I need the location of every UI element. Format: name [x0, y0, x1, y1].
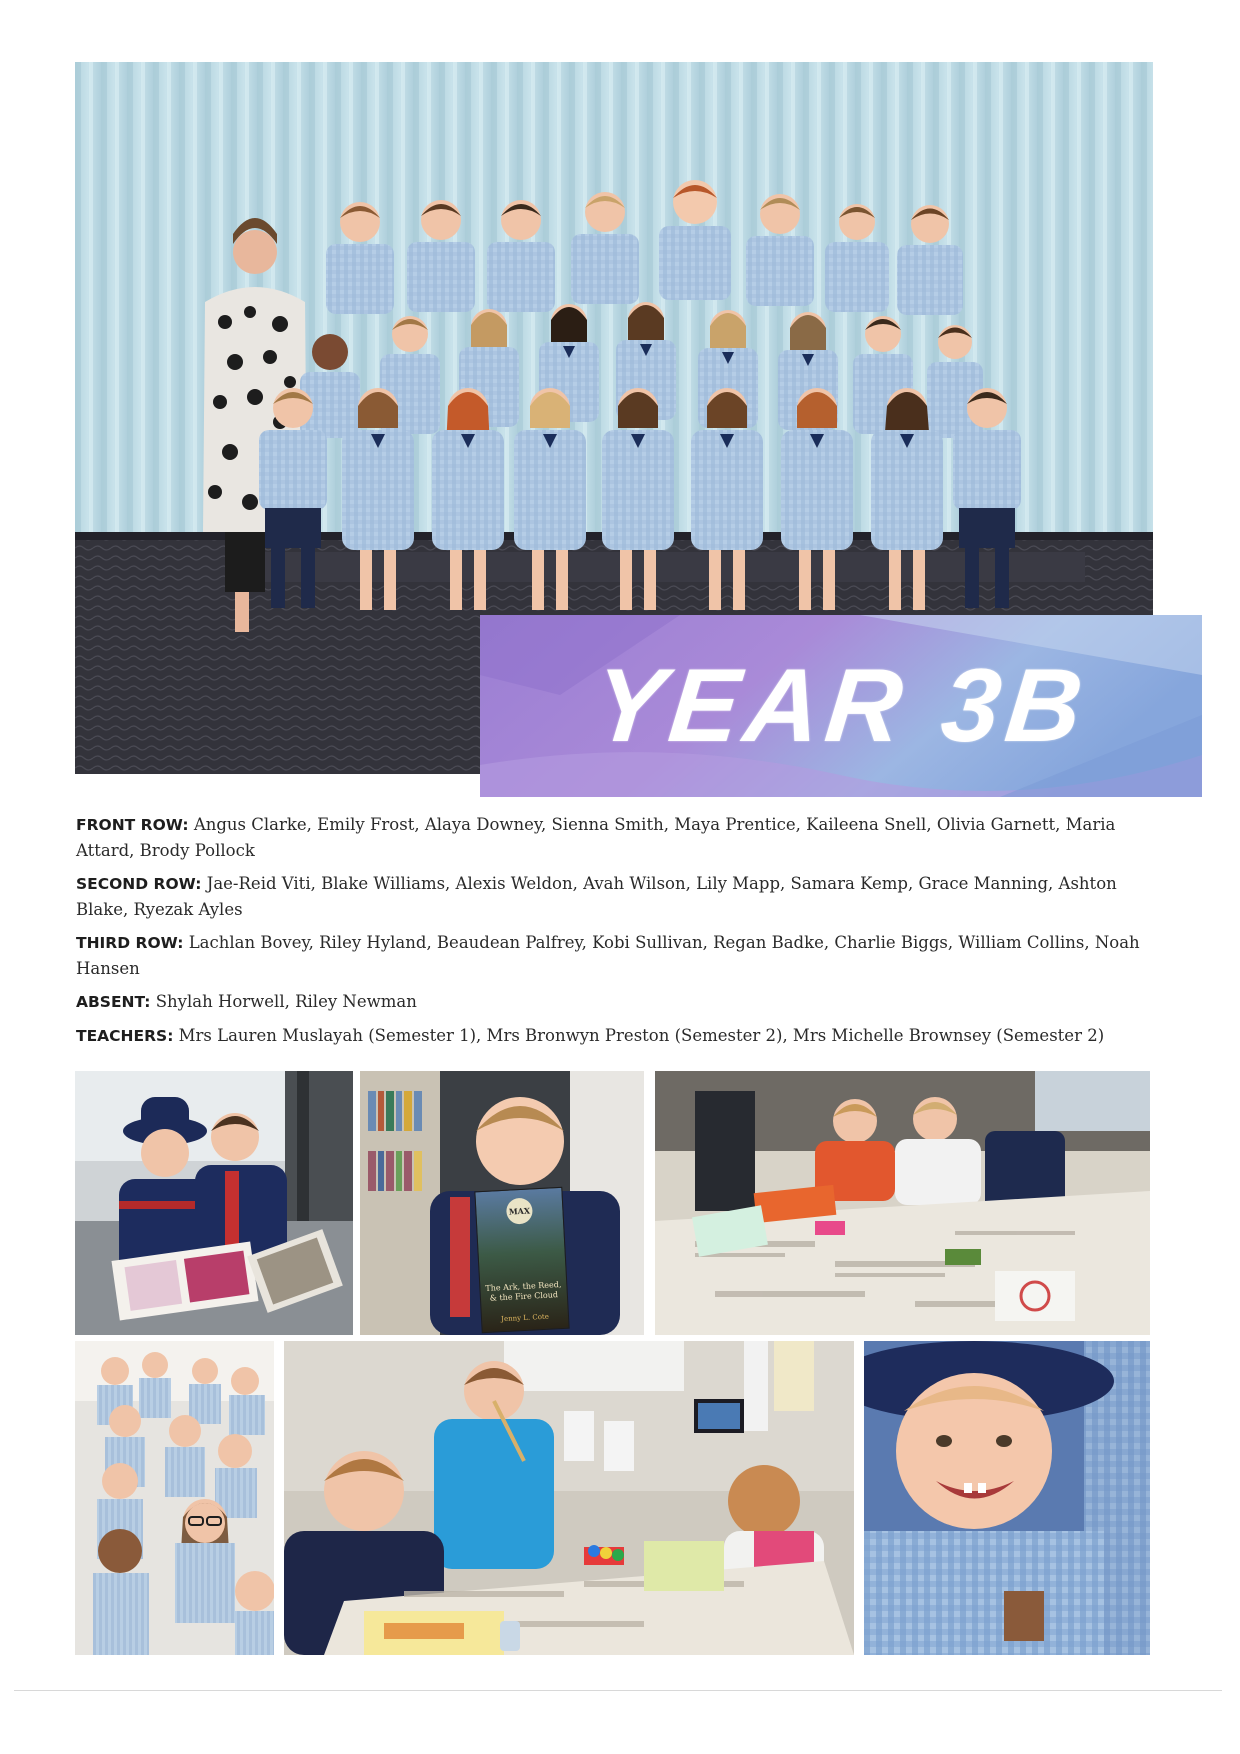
caption-label: FRONT ROW:	[76, 816, 189, 834]
photo-boy-with-book	[360, 1071, 644, 1335]
caption-label: THIRD ROW:	[76, 934, 184, 952]
caption-label: ABSENT:	[76, 993, 151, 1011]
teachers-caption	[76, 1023, 1156, 1049]
book-badge: MAX	[506, 1197, 533, 1224]
class-list	[76, 812, 1156, 1057]
photo-students-line	[75, 1341, 274, 1655]
absent-caption	[76, 989, 1156, 1015]
book-cover	[474, 1187, 569, 1333]
caption-label: SECOND ROW:	[76, 875, 202, 893]
footer-divider	[14, 1690, 1222, 1691]
caption-names: Shylah Horwell, Riley Newman	[155, 992, 417, 1011]
third-row-caption	[76, 930, 1156, 981]
caption-names: Angus Clarke, Emily Frost, Alaya Downey, Sienna Smith, Maya Prentice, Kaileena Snell, Olivia Garnett, Maria Attard, Brody Pollock	[76, 815, 1116, 860]
caption-names: Mrs Lauren Muslayah (Semester 1), Mrs Bronwyn Preston (Semester 2), Mrs Michelle Brownsey (Semester 2)	[178, 1026, 1105, 1045]
book-title: The Ark, the Reed, & the Fire Cloud	[485, 1279, 562, 1303]
second-row-caption	[76, 871, 1156, 922]
front-row-caption	[76, 812, 1156, 863]
year-banner	[480, 615, 1202, 797]
book-author: Jenny L. Cote	[500, 1312, 550, 1324]
photo-boys-reading	[75, 1071, 353, 1335]
caption-names: Jae-Reid Viti, Blake Williams, Alexis Weldon, Avah Wilson, Lily Mapp, Samara Kemp, Grace Manning, Ashton Blake, Ryezak Ayles	[76, 874, 1117, 919]
caption-names: Lachlan Bovey, Riley Hyland, Beaudean Palfrey, Kobi Sullivan, Regan Badke, Charlie Biggs, William Collins, Noah Hansen	[76, 933, 1140, 978]
banner-title: YEAR 3B	[588, 647, 1094, 764]
photo-painting-table	[655, 1071, 1150, 1335]
photo-boys-painting	[284, 1341, 854, 1655]
caption-label: TEACHERS:	[76, 1027, 174, 1045]
photo-smiling-boy	[864, 1341, 1150, 1655]
